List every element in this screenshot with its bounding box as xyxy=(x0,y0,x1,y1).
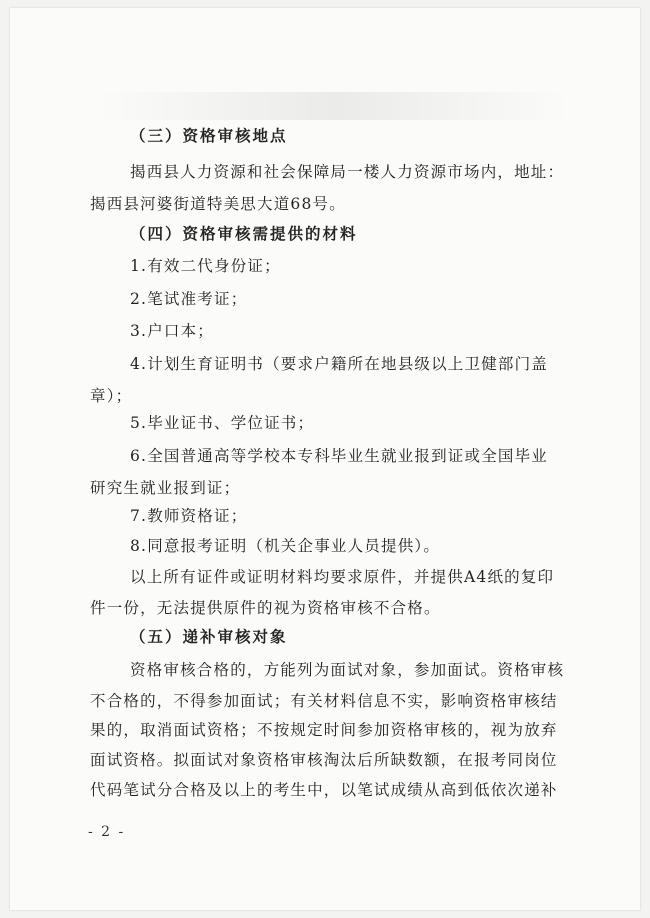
section-heading-supplement: （五）递补审核对象 xyxy=(130,627,288,646)
list-item: 2.笔试准考证； xyxy=(130,290,248,308)
list-item-continuation: 章）； xyxy=(90,387,133,405)
list-item: 7.教师资格证； xyxy=(130,507,248,525)
list-item-continuation: 研究生就业报到证； xyxy=(90,479,241,497)
paragraph-line: 不合格的，不得参加面试；有关材料信息不实，影响资格审核结 xyxy=(90,692,558,710)
list-item: 1.有效二代身份证； xyxy=(130,257,281,275)
page-number: - 2 - xyxy=(88,824,126,840)
document-page xyxy=(10,8,640,910)
list-item: 4.计划生育证明书（要求户籍所在地县级以上卫健部门盖 xyxy=(130,355,548,373)
list-item: 8.同意报考证明（机关企事业人员提供）。 xyxy=(130,537,441,555)
paragraph-line: 揭西县人力资源和社会保障局一楼人力资源市场内，地址： xyxy=(130,163,565,181)
paragraph-line: 以上所有证件或证明材料均要求原件，并提供A4纸的复印 xyxy=(130,568,555,586)
section-heading-materials: （四）资格审核需提供的材料 xyxy=(130,224,358,243)
paragraph-line: 代码笔试分合格及以上的考生中，以笔试成绩从高到低依次递补 xyxy=(90,781,558,799)
paragraph-line: 面试资格。拟面试对象资格审核淘汰后所缺数额，在报考同岗位 xyxy=(90,751,558,769)
paragraph-line: 揭西县河婆街道特美思大道68号。 xyxy=(90,195,346,213)
list-item: 6.全国普通高等学校本专科毕业生就业报到证或全国毕业 xyxy=(130,447,548,465)
list-item: 5.毕业证书、学位证书； xyxy=(130,414,315,432)
paragraph-line: 资格审核合格的，方能列为面试对象，参加面试。资格审核 xyxy=(130,661,565,679)
paragraph-line: 果的，取消面试资格；不按规定时间参加资格审核的，视为放弃 xyxy=(90,721,558,739)
paragraph-line: 件一份，无法提供原件的视为资格审核不合格。 xyxy=(90,599,441,617)
document-body xyxy=(10,8,640,910)
list-item: 3.户口本； xyxy=(130,322,214,340)
section-heading-location: （三）资格审核地点 xyxy=(130,126,288,145)
